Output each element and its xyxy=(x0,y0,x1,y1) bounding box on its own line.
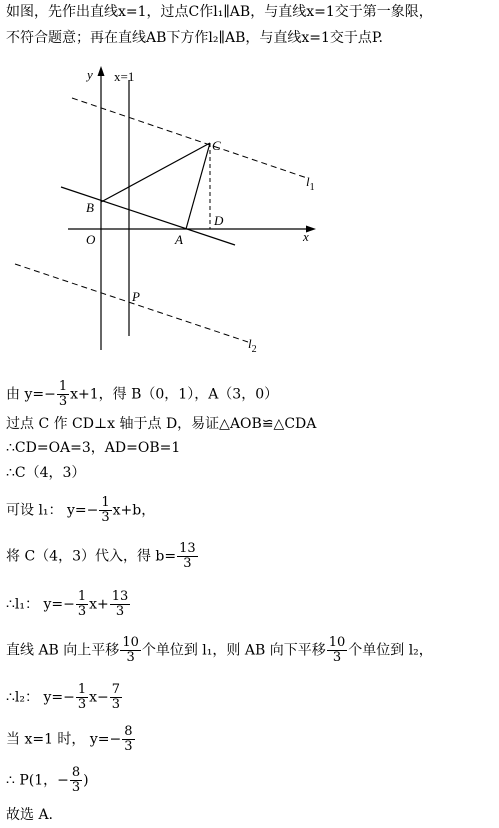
label-x1: x=1 xyxy=(114,69,135,84)
intro-line-1: 如图，先作出直线x=1，过点C作l₁∥AB，与直线x=1交于第一象限， xyxy=(6,4,433,20)
label-d: D xyxy=(214,213,224,228)
segment-bc xyxy=(101,143,210,202)
label-a: A xyxy=(175,232,183,247)
step-3: ∴CD=OA=3，AD=OB=1 xyxy=(6,440,181,456)
label-l2: $l_2$ xyxy=(248,336,257,355)
step-8: 直线 AB 向上平移 $\frac{10}{3}$ 个单位到 l₁，则 AB 向下平移 $\frac{10}{3}$ 个单位到 l₂， xyxy=(6,635,433,665)
y-axis-arrow xyxy=(98,66,105,76)
line-l1 xyxy=(72,98,307,178)
step-12: 故选 A. xyxy=(6,807,54,823)
step-1: 由 y=− $\frac{1}{3}$ x+1，得 B（0，1），A（3，0） xyxy=(6,379,279,409)
step-2: 过点 C 作 CD⊥x 轴于点 D，易证△AOB≌△CDA xyxy=(6,416,317,432)
label-x: x xyxy=(303,229,309,244)
step-11: ∴ P(1，− $\frac{8}{3}$ ) xyxy=(6,765,89,795)
segment-ca xyxy=(186,143,210,229)
intro-line-2: 不符合题意；再在直线AB下方作l₂∥AB，与直线x=1交于点P. xyxy=(6,30,383,46)
step-9: ∴l₂： y=− $\frac{1}{3}$ x− $\frac{7}{3}$ xyxy=(6,682,121,712)
step-4: ∴C（4，3） xyxy=(6,465,86,481)
label-b: B xyxy=(86,200,94,215)
label-l1: $l_1$ xyxy=(306,174,315,193)
label-p: P xyxy=(132,289,140,304)
label-y: y xyxy=(87,67,93,82)
step-6: 将 C（4，3）代入，得 b= $\frac{13}{3}$ xyxy=(6,541,196,571)
step-10: 当 x=1 时， y=− $\frac{8}{3}$ xyxy=(6,724,133,754)
label-o: O xyxy=(86,232,96,247)
step-5: 可设 l₁： y=− $\frac{1}{3}$ x+b， xyxy=(6,495,156,525)
label-c: C xyxy=(212,138,221,153)
step-7: ∴l₁： y=− $\frac{1}{3}$ x+ $\frac{13}{3}$ xyxy=(6,589,129,619)
